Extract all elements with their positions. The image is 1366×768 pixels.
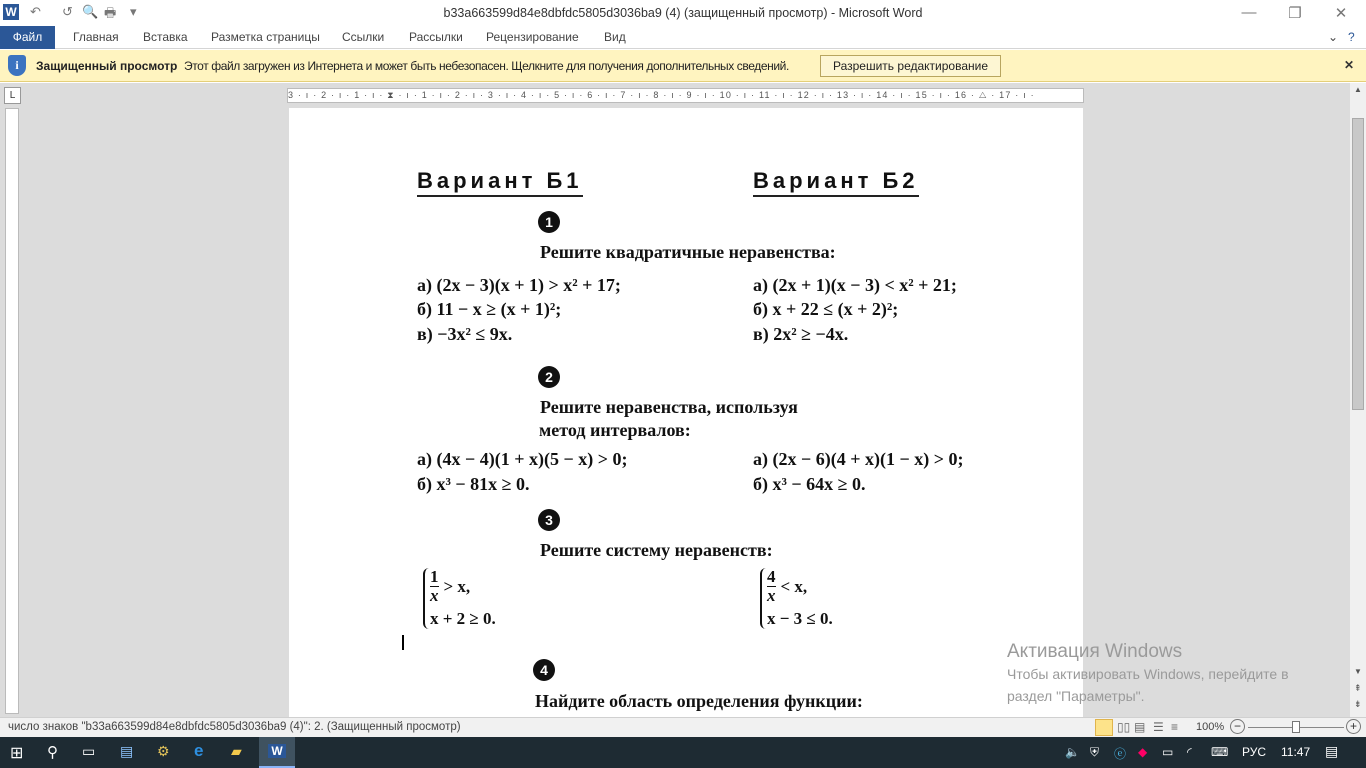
task-view-icon[interactable]: ▭	[82, 743, 96, 759]
task-number-badge: 2	[538, 366, 560, 388]
file-explorer-icon[interactable]: ▰	[231, 743, 242, 759]
text-cursor	[402, 635, 404, 650]
search-icon[interactable]: ⚲	[47, 744, 58, 761]
scroll-down-icon[interactable]: ▼	[1354, 667, 1362, 676]
inequality-system	[423, 568, 496, 629]
variant-b2-heading: Вариант Б2	[753, 168, 919, 197]
watermark-line: Чтобы активировать Windows, перейдите в	[1007, 666, 1289, 682]
document-page[interactable]	[289, 108, 1083, 717]
fraction-numerator: 1	[430, 567, 439, 586]
protected-view-bar	[0, 50, 1366, 82]
help-icon[interactable]: ?	[1348, 30, 1355, 44]
second-inequality: x + 2 ≥ 0.	[430, 609, 496, 628]
zoom-slider-thumb[interactable]	[1292, 721, 1300, 733]
equation: в) 2x² ≥ −4x.	[753, 324, 849, 344]
print-layout-view-button[interactable]	[1095, 719, 1113, 736]
equation: а) (4x − 4)(1 + x)(5 − x) > 0;	[417, 449, 628, 469]
task-number-badge: 1	[538, 211, 560, 233]
fraction-numerator: 4	[767, 567, 776, 586]
action-center-icon[interactable]: ▤	[1325, 743, 1339, 759]
equation: а) (2x − 6)(4 + x)(1 − x) > 0;	[753, 449, 964, 469]
tab-selector-button[interactable]: L	[4, 87, 21, 104]
outline-view-button[interactable]: ☰	[1153, 720, 1164, 734]
language-indicator[interactable]: РУС	[1242, 745, 1267, 759]
horizontal-ruler[interactable]	[287, 88, 1084, 103]
restore-button[interactable]: ❐	[1288, 5, 1302, 22]
edge-icon[interactable]: e	[194, 741, 204, 760]
ribbon-tabs	[0, 26, 1366, 49]
fraction-denominator: x	[767, 586, 776, 605]
keyboard-icon[interactable]: ⌨	[1211, 745, 1229, 759]
tab-insert[interactable]: Вставка	[143, 30, 188, 44]
start-button[interactable]: ⊞	[10, 745, 24, 762]
tab-mailings[interactable]: Рассылки	[409, 30, 463, 44]
defender-icon[interactable]: ⛨	[1090, 745, 1100, 759]
vertical-ruler[interactable]	[5, 108, 19, 714]
equation: б) x³ − 81x ≥ 0.	[417, 474, 530, 494]
zoom-level[interactable]: 100%	[1196, 721, 1225, 733]
zoom-in-button[interactable]: +	[1346, 719, 1361, 734]
close-message-bar-icon[interactable]: ✕	[1344, 58, 1355, 72]
window-title: b33a663599d84e8dbfdc5805d3036ba9 (4) (защищенный просмотр) - Microsoft Word	[443, 6, 923, 20]
inequality-system	[760, 568, 833, 629]
equation: б) x³ − 64x ≥ 0.	[753, 474, 866, 494]
title-bar	[0, 0, 1366, 26]
word-taskbar-icon[interactable]: W	[259, 737, 295, 768]
relation: < x,	[780, 576, 808, 596]
task-heading: Решите систему неравенств:	[540, 540, 773, 560]
ie-icon[interactable]: ⓔ	[1114, 747, 1127, 761]
zoom-out-button[interactable]: −	[1230, 719, 1245, 734]
previous-page-icon[interactable]: ⇞	[1354, 683, 1362, 693]
task-heading: Решите квадратичные неравенства:	[540, 242, 836, 262]
tab-page-layout[interactable]: Разметка страницы	[211, 30, 320, 44]
variant-b1-heading: Вариант Б1	[417, 168, 583, 197]
task-heading: метод интервалов:	[539, 420, 691, 440]
info-shield-icon: i	[8, 55, 26, 76]
undo-icon[interactable]: ↶	[30, 4, 41, 19]
minimize-button[interactable]: —	[1241, 4, 1257, 21]
draft-view-button[interactable]: ≡	[1171, 720, 1179, 734]
app-icon[interactable]: ⚙	[157, 743, 170, 759]
word-app-icon[interactable]: W	[3, 4, 19, 20]
tab-view[interactable]: Вид	[604, 30, 626, 44]
word-count-status[interactable]: число знаков "b33a663599d84e8dbfdc5805d3036ba9 (4)": 2. (Защищенный просмотр)	[8, 721, 461, 733]
task-heading: Решите неравенства, используя	[540, 397, 798, 417]
enable-editing-button[interactable]: Разрешить редактирование	[820, 55, 1001, 77]
print-preview-icon[interactable]: 🔍	[82, 4, 99, 19]
tab-file[interactable]: Файл	[0, 26, 55, 49]
equation: в) −3x² ≤ 9x.	[417, 324, 513, 344]
tab-home[interactable]: Главная	[73, 30, 119, 44]
equation: б) x + 22 ≤ (x + 2)²;	[753, 299, 899, 319]
notepad-icon[interactable]: ▤	[120, 743, 134, 759]
watermark-title: Активация Windows	[1007, 641, 1183, 662]
scrollbar-thumb[interactable]	[1352, 118, 1364, 410]
cleaner-icon[interactable]: ◆	[1138, 745, 1148, 759]
full-screen-reading-button[interactable]: ▯▯	[1117, 720, 1131, 734]
status-bar	[0, 717, 1366, 737]
equation: а) (2x − 3)(x + 1) > x² + 17;	[417, 275, 621, 295]
scroll-up-icon[interactable]: ▲	[1354, 85, 1362, 94]
watermark-line: раздел "Параметры".	[1007, 688, 1145, 704]
task-number-badge: 3	[538, 509, 560, 531]
relation: > x,	[443, 576, 471, 596]
task-heading: Найдите область определения функции:	[535, 691, 863, 711]
redo-icon[interactable]: ↺	[62, 4, 73, 19]
protected-view-title: Защищенный просмотр	[36, 59, 178, 73]
battery-icon[interactable]: ▭	[1162, 745, 1174, 759]
fraction-denominator: x	[430, 586, 439, 605]
tab-review[interactable]: Рецензирование	[486, 30, 579, 44]
equation: а) (2x + 1)(x − 3) < x² + 21;	[753, 275, 957, 295]
next-page-icon[interactable]: ⇟	[1354, 699, 1362, 709]
print-icon[interactable]: 🖶	[104, 5, 117, 20]
protected-view-message[interactable]: Этот файл загружен из Интернета и может быть небезопасен. Щелкните для получения дополнительных сведений.	[184, 59, 789, 73]
ruler-marks: 3 · ı · 2 · ı · 1 · ı · ⧗ · ı · 1 · ı · 2 · ı · 3 · ı · 4 · ı · 5 · ı · 6 · ı · 7 · ı · 8 · ı · 9 · ı · 10 · ı · 11 · ı · 12 · ı · 13 · ı · 14 · ı · 15 · ı · 16 · △ · 17 · ı ·	[288, 90, 1035, 100]
clock[interactable]: 11:47	[1281, 745, 1311, 759]
wifi-icon[interactable]: ◜	[1187, 745, 1192, 759]
ribbon-expand-icon[interactable]: ⌄	[1328, 30, 1339, 44]
close-button[interactable]: ✕	[1334, 5, 1348, 22]
volume-muted-icon[interactable]: 🔈	[1065, 745, 1080, 759]
web-layout-button[interactable]: ▤	[1134, 720, 1146, 734]
taskbar	[0, 737, 1366, 768]
second-inequality: x − 3 ≤ 0.	[767, 609, 833, 628]
task-number-badge: 4	[533, 659, 555, 681]
equation: б) 11 − x ≥ (x + 1)²;	[417, 299, 562, 319]
customize-qat-icon[interactable]: ▾	[130, 4, 137, 19]
activation-watermark	[1007, 641, 1289, 707]
tab-references[interactable]: Ссылки	[342, 30, 385, 44]
